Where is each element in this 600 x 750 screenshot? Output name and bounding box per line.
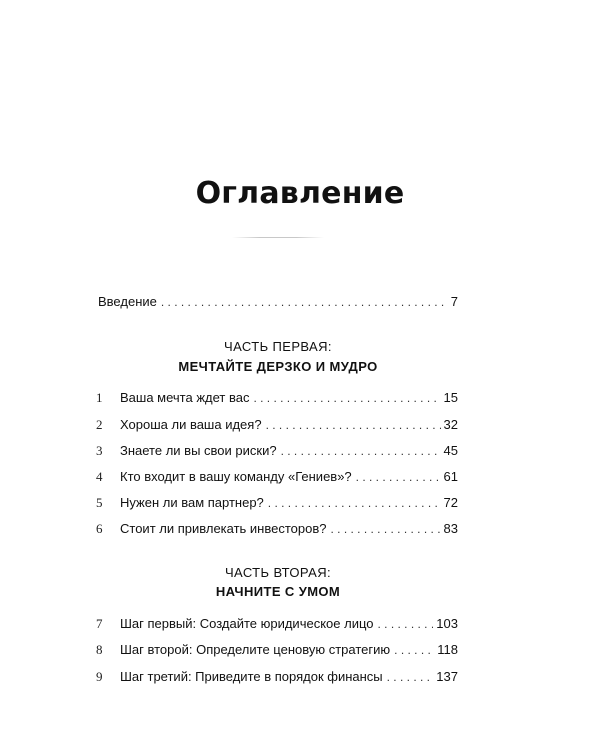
toc-entry-page: 83 <box>443 521 458 536</box>
part-two-label: ЧАСТЬ ВТОРАЯ: <box>224 565 332 580</box>
dot-leader <box>281 441 441 461</box>
dot-leader <box>387 667 434 687</box>
toc-entry-label: Кто входит в вашу команду «Гениев»? <box>120 469 352 484</box>
chapter-number: 6 <box>96 521 103 536</box>
toc-entry-4[interactable] <box>96 467 458 487</box>
toc-entry-intro[interactable] <box>98 292 458 312</box>
toc-entry-label: Нужен ли вам партнер? <box>120 495 264 510</box>
toc-entry-page: 118 <box>437 642 458 657</box>
chapter-number: 1 <box>96 390 103 405</box>
part-one-title: МЕЧТАЙТЕ ДЕРЗКО И МУДРО <box>178 359 378 374</box>
dot-leader <box>394 640 434 660</box>
toc-entry-label: Шаг первый: Создайте юридическое лицо <box>120 616 374 631</box>
toc-entry-page: 72 <box>443 495 458 510</box>
toc-entry-3[interactable] <box>96 441 458 461</box>
toc-entry-page: 32 <box>443 417 458 432</box>
chapter-number: 3 <box>96 443 103 458</box>
part-one-label: ЧАСТЬ ПЕРВАЯ: <box>224 339 332 354</box>
chapter-number: 9 <box>96 669 103 684</box>
toc-entry-page: 45 <box>443 443 458 458</box>
toc-entry-page: 137 <box>436 669 458 684</box>
toc-entry-label: Хороша ли ваша идея? <box>120 417 262 432</box>
title-divider <box>232 237 324 238</box>
toc-entry-8[interactable] <box>96 640 458 660</box>
toc-entry-9[interactable] <box>96 667 458 687</box>
dot-leader <box>253 388 440 408</box>
toc-entry-label: Знаете ли вы свои риски? <box>120 443 277 458</box>
chapter-number: 2 <box>96 417 103 432</box>
page-title: Оглавление <box>195 176 405 211</box>
dot-leader <box>268 493 441 513</box>
toc-entry-1[interactable] <box>96 388 458 408</box>
dot-leader <box>266 415 441 435</box>
toc-entry-label: Ваша мечта ждет вас <box>120 390 250 405</box>
chapter-number: 7 <box>96 616 103 631</box>
part-two-title: НАЧНИТЕ С УМОМ <box>215 584 341 599</box>
toc-entry-page: 61 <box>443 469 458 484</box>
dot-leader <box>161 292 448 312</box>
toc-entry-2[interactable] <box>96 415 458 435</box>
toc-entry-label: Шаг второй: Определите ценовую стратегию <box>120 642 391 657</box>
toc-entry-label: Шаг третий: Приведите в порядок финансы <box>120 669 383 684</box>
toc-entry-page: 15 <box>443 390 458 405</box>
toc-entry-label: Введение <box>98 294 157 309</box>
toc-entry-page: 103 <box>436 616 458 631</box>
chapter-number: 5 <box>96 495 103 510</box>
dot-leader <box>356 467 441 487</box>
toc-entry-page: 7 <box>450 294 458 309</box>
toc-entry-5[interactable] <box>96 493 458 513</box>
chapter-number: 8 <box>96 642 103 657</box>
toc-entry-7[interactable] <box>96 614 458 634</box>
chapter-number: 4 <box>96 469 103 484</box>
toc-entry-label: Стоит ли привлекать инвесторов? <box>120 521 327 536</box>
dot-leader <box>331 519 441 539</box>
toc-entry-6[interactable] <box>96 519 458 539</box>
dot-leader <box>377 614 433 634</box>
